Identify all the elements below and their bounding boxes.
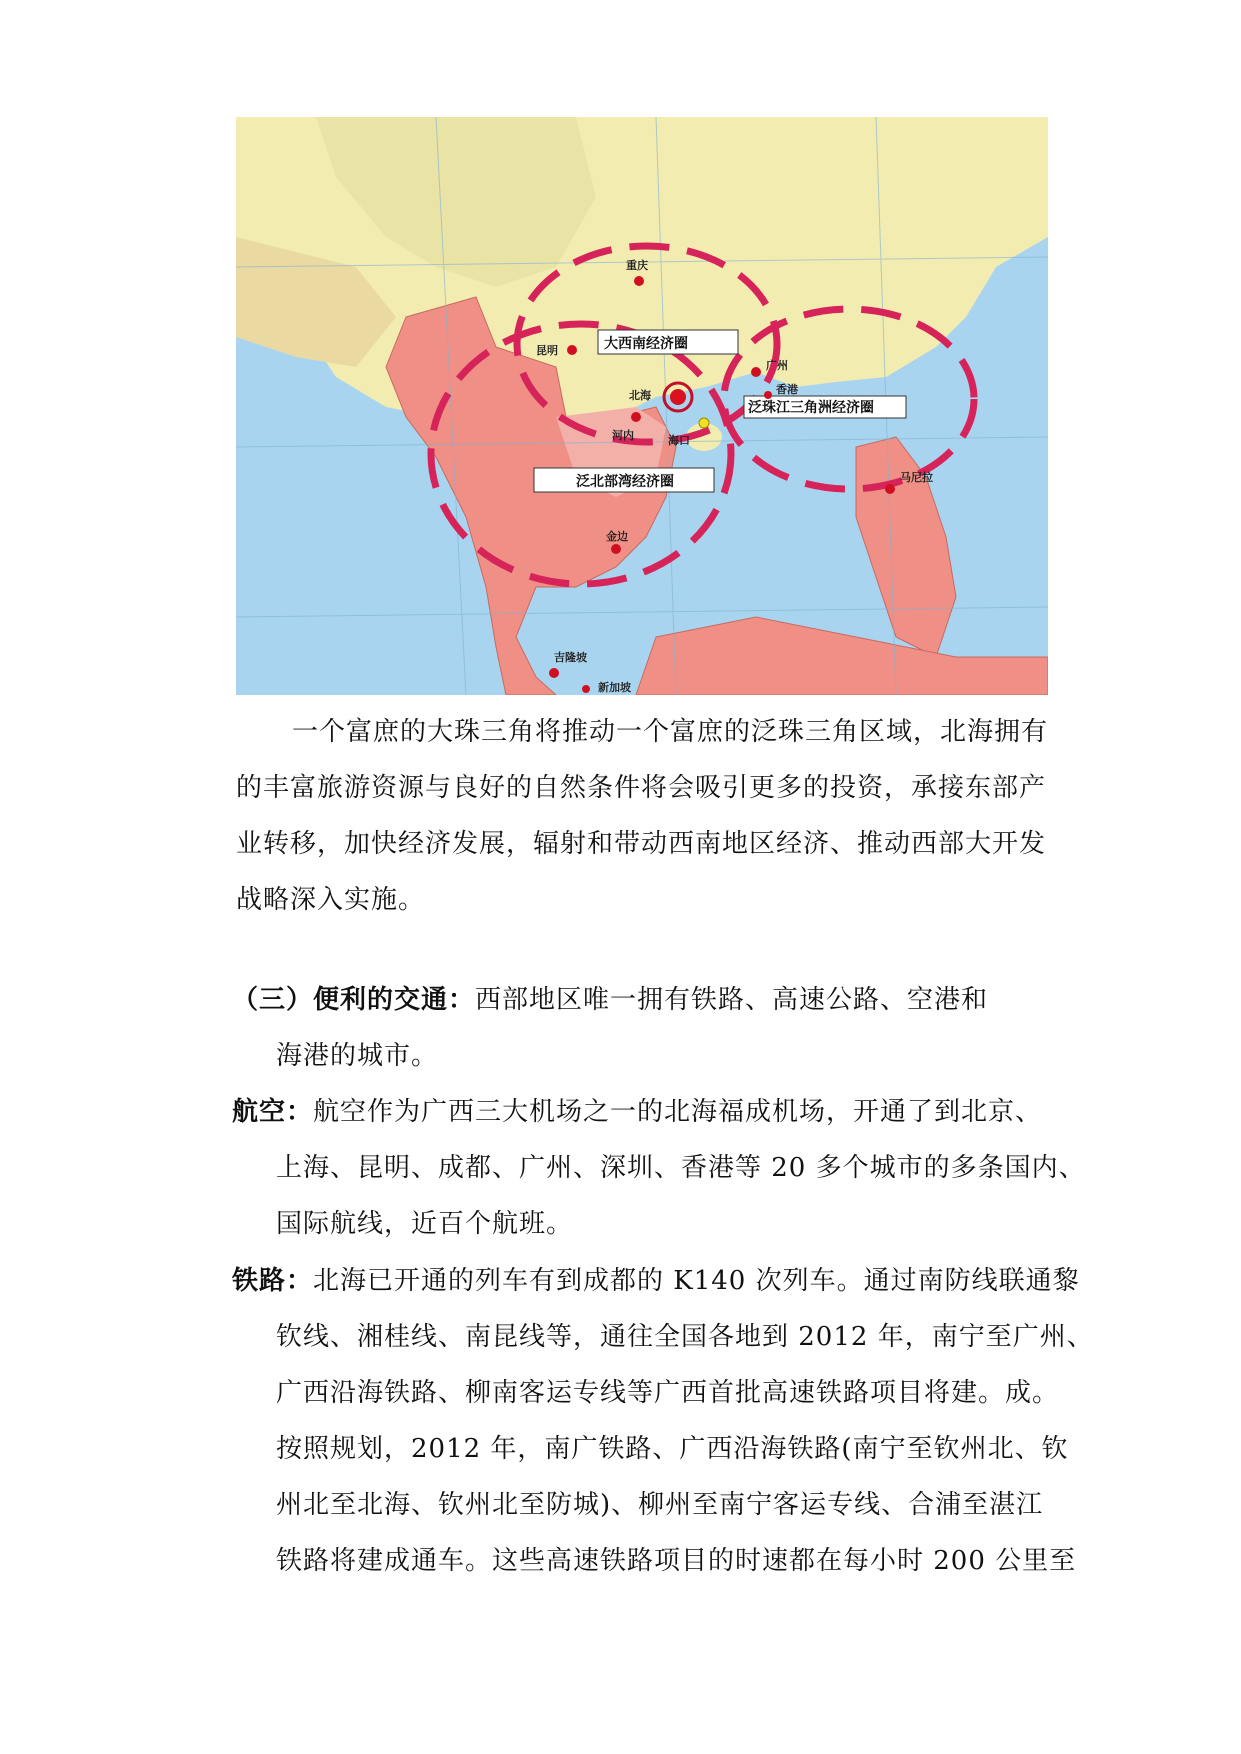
label-southwest: 大西南经济圈 — [604, 336, 688, 352]
beihai-target-dot — [670, 389, 686, 405]
air-label: 航空： — [232, 1097, 314, 1127]
city-chongqing: 重庆 — [626, 259, 648, 272]
city-kunming: 昆明 — [536, 344, 558, 357]
city-dot-kunming — [567, 345, 577, 355]
city-dot-guangzhou — [751, 367, 761, 377]
city-dot-hongkong — [764, 391, 772, 399]
intro-line: 战略深入实施。 — [236, 885, 426, 915]
section3-line2: 海港的城市。 — [276, 1041, 439, 1071]
city-dot-chongqing — [634, 276, 644, 286]
section3-line — [232, 972, 1112, 1028]
rail-label: 铁路： — [232, 1266, 314, 1296]
city-dot-manila — [885, 484, 895, 494]
intro-line: 的丰富旅游资源与良好的自然条件将会吸引更多的投资，承接东部产 — [236, 773, 1047, 803]
section3-paragraph — [232, 972, 1112, 1084]
city-hongkong: 香港 — [776, 383, 798, 396]
city-phnompenh: 金边 — [606, 530, 628, 543]
city-guangzhou: 广州 — [766, 359, 788, 372]
rail-paragraph — [232, 1253, 1112, 1589]
rail-line: 钦线、湘桂线、南昆线等，通往全国各地到 2012 年，南宁至广州、 — [276, 1322, 1094, 1352]
intro-line: 业转移，加快经济发展，辐射和带动西南地区经济、推动西部大开发 — [236, 829, 1047, 859]
rail-line: 广西沿海铁路、柳南客运专线等广西首批高速铁路项目将建。成。 — [276, 1378, 1060, 1408]
rail-line: 铁路将建成通车。这些高速铁路项目的时速都在每小时 200 公里至 — [276, 1546, 1077, 1576]
air-line: 上海、昆明、成都、广州、深圳、香港等 20 多个城市的多条国内、 — [276, 1153, 1086, 1183]
air-line — [232, 1084, 1112, 1140]
city-dot-phnompenh — [611, 544, 621, 554]
air-line1-text: 航空作为广西三大机场之一的北海福成机场，开通了到北京、 — [313, 1097, 1043, 1127]
regional-economic-map — [236, 117, 1048, 695]
air-line: 国际航线，近百个航班。 — [276, 1209, 574, 1239]
city-dot-haikou — [699, 418, 709, 428]
city-manila: 马尼拉 — [900, 471, 933, 484]
city-dot-singapore — [582, 685, 590, 693]
map-graphic — [236, 117, 1048, 695]
city-hanoi: 河内 — [612, 429, 634, 442]
rail-line: 按照规划，2012 年，南广铁路、广西沿海铁路(南宁至钦州北、钦 — [276, 1434, 1069, 1464]
city-beihai: 北海 — [629, 389, 651, 402]
label-pearl: 泛珠江三角洲经济圈 — [748, 400, 874, 416]
city-dot-hanoi — [631, 412, 641, 422]
rail-line — [232, 1253, 1112, 1309]
rail-line: 州北至北海、钦州北至防城)、柳州至南宁客运专线、合浦至湛江 — [276, 1490, 1044, 1520]
section3-line1-text: 西部地区唯一拥有铁路、高速公路、空港和 — [475, 985, 989, 1015]
city-singapore: 新加坡 — [598, 681, 631, 694]
city-haikou: 海口 — [668, 434, 690, 447]
rail-line1-text: 北海已开通的列车有到成都的 K140 次列车。通过南防线联通黎 — [313, 1266, 1080, 1296]
city-kualalumpur: 吉隆坡 — [554, 651, 587, 664]
intro-line: 一个富庶的大珠三角将推动一个富庶的泛珠三角区域，北海拥有 — [292, 717, 1049, 747]
intro-paragraph — [236, 704, 1116, 928]
label-gulf: 泛北部湾经济圈 — [576, 474, 674, 490]
air-paragraph — [232, 1084, 1112, 1252]
section3-heading: （三）便利的交通： — [232, 985, 476, 1015]
city-dot-kualalumpur — [549, 668, 559, 678]
